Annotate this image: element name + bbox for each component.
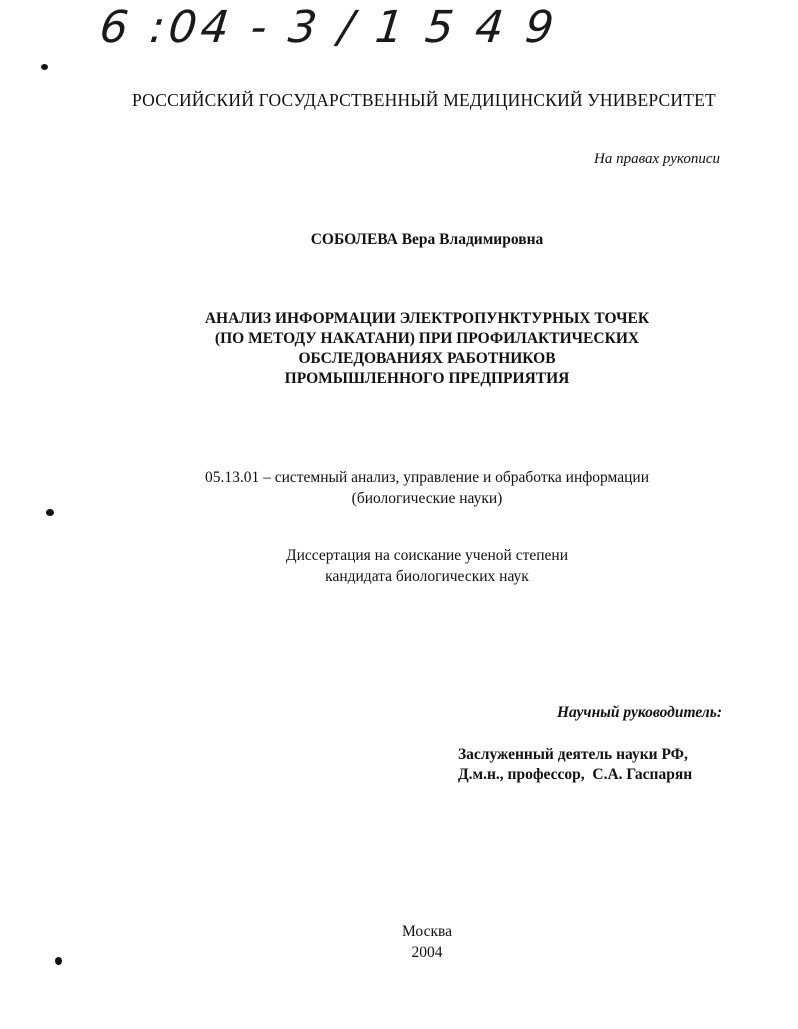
supervisor-label: Научный руководитель: <box>556 704 722 721</box>
supervisor-title: Заслуженный деятель науки РФ, <box>458 746 688 763</box>
dissertation-title <box>0 309 798 389</box>
specialty-code: 05.13.01 – системный анализ, управление и обработка информации <box>204 469 650 486</box>
city: Москва <box>402 923 452 940</box>
scan-speck <box>46 509 54 516</box>
degree-statement <box>0 545 798 587</box>
title-line: ОБСЛЕДОВАНИЯХ РАБОТНИКОВ <box>298 350 556 367</box>
specialty-field: (биологические науки) <box>351 490 503 507</box>
supervisor-info <box>458 745 692 785</box>
supervisor-name: Д.м.н., профессор, С.А. Гаспарян <box>458 766 693 783</box>
degree-line: кандидата биологических наук <box>325 568 529 585</box>
specialty <box>0 467 798 509</box>
title-line: ПРОМЫШЛЕННОГО ПРЕДПРИЯТИЯ <box>284 370 570 387</box>
degree-line: Диссертация на соискание ученой степени <box>286 547 568 564</box>
place-and-year <box>0 921 798 963</box>
title-line: АНАЛИЗ ИНФОРМАЦИИ ЭЛЕКТРОПУНКТУРНЫХ ТОЧЕК <box>204 310 650 327</box>
university-name: РОССИЙСКИЙ ГОСУДАРСТВЕННЫЙ МЕДИЦИНСКИЙ УНИВЕРСИТЕТ <box>132 90 716 110</box>
scan-speck <box>41 64 48 70</box>
title-line: (ПО МЕТОДУ НАКАТАНИ) ПРИ ПРОФИЛАКТИЧЕСКИХ <box>214 330 640 347</box>
handwritten-archive-number: 6 :04 - 3 / 1 5 4 9 <box>97 2 561 53</box>
rights-note: На правах рукописи <box>594 151 720 167</box>
year: 2004 <box>411 944 443 961</box>
author-name: СОБОЛЕВА Вера Владимировна <box>310 231 544 248</box>
